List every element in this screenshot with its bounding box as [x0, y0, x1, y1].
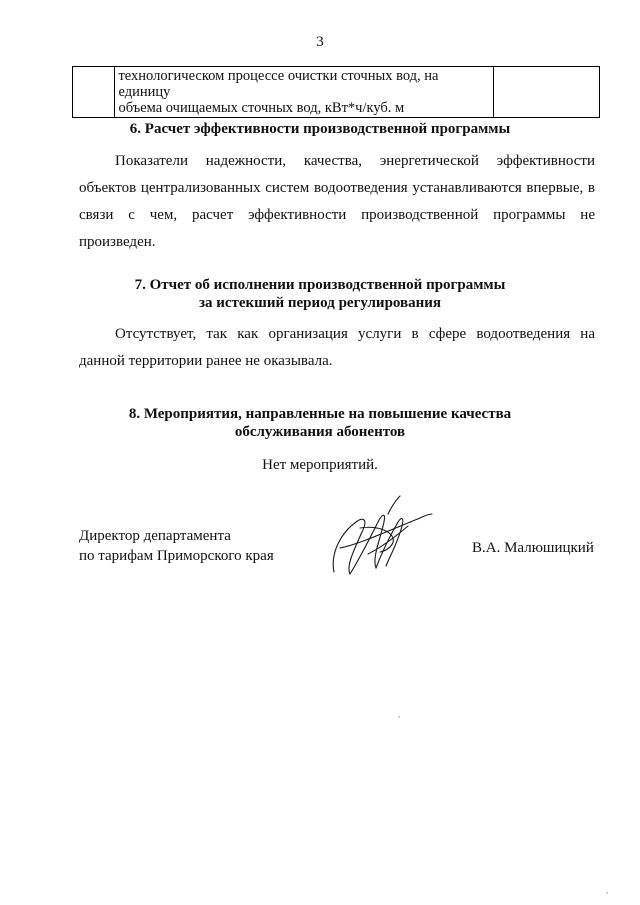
paragraph-line: объектов централизованных систем водоотведения устанавливаются впервые, в: [79, 180, 595, 196]
table-cell-line: объема очищаемых сточных вод, кВт*ч/куб. м: [118, 100, 405, 116]
paragraph-line: произведен.: [79, 234, 156, 250]
paragraph-line: связи с чем, расчет эффективности производственной программы не: [79, 207, 595, 223]
section7-heading-line2: за истекший период регулирования: [198, 295, 442, 311]
section8-heading: [0, 405, 640, 441]
paragraph-line: данной территории ранее не оказывала.: [79, 353, 333, 369]
paragraph-line: Отсутствует, так как организация услуги в сфере водоотведения на: [115, 326, 595, 342]
table-fragment: [72, 66, 600, 118]
signatory-position-line1: Директор департамента: [79, 528, 231, 544]
handwritten-signature: [320, 492, 440, 582]
section7-heading-line1: 7. Отчет об исполнении производственной программы: [134, 277, 506, 293]
section8-heading-line2: обслуживания абонентов: [234, 424, 406, 440]
section6-heading: 6. Расчет эффективности производственной программы: [129, 121, 511, 137]
signatory-position: [79, 526, 274, 566]
table-cell-line: технологическом процессе очистки сточных вод, на единицу: [118, 68, 439, 100]
table-cell-value: [494, 67, 600, 118]
section7-paragraph: [79, 321, 595, 375]
scan-speck: [398, 716, 400, 718]
paragraph-line: Показатели надежности, качества, энергетической эффективности: [115, 153, 595, 169]
table-cell-index: [73, 67, 115, 118]
section7-heading: [0, 276, 640, 312]
section8-text: Нет мероприятий.: [262, 457, 378, 473]
scan-speck: [606, 892, 608, 894]
table-row: [73, 67, 600, 118]
page-number: 3: [316, 34, 324, 50]
table-cell-description: [115, 67, 494, 118]
signatory-position-line2: по тарифам Приморского края: [79, 548, 274, 564]
signatory-name: В.А. Малюшицкий: [472, 540, 594, 556]
section8-heading-line1: 8. Мероприятия, направленные на повышение качества: [128, 406, 512, 422]
section6-paragraph: [79, 148, 595, 256]
